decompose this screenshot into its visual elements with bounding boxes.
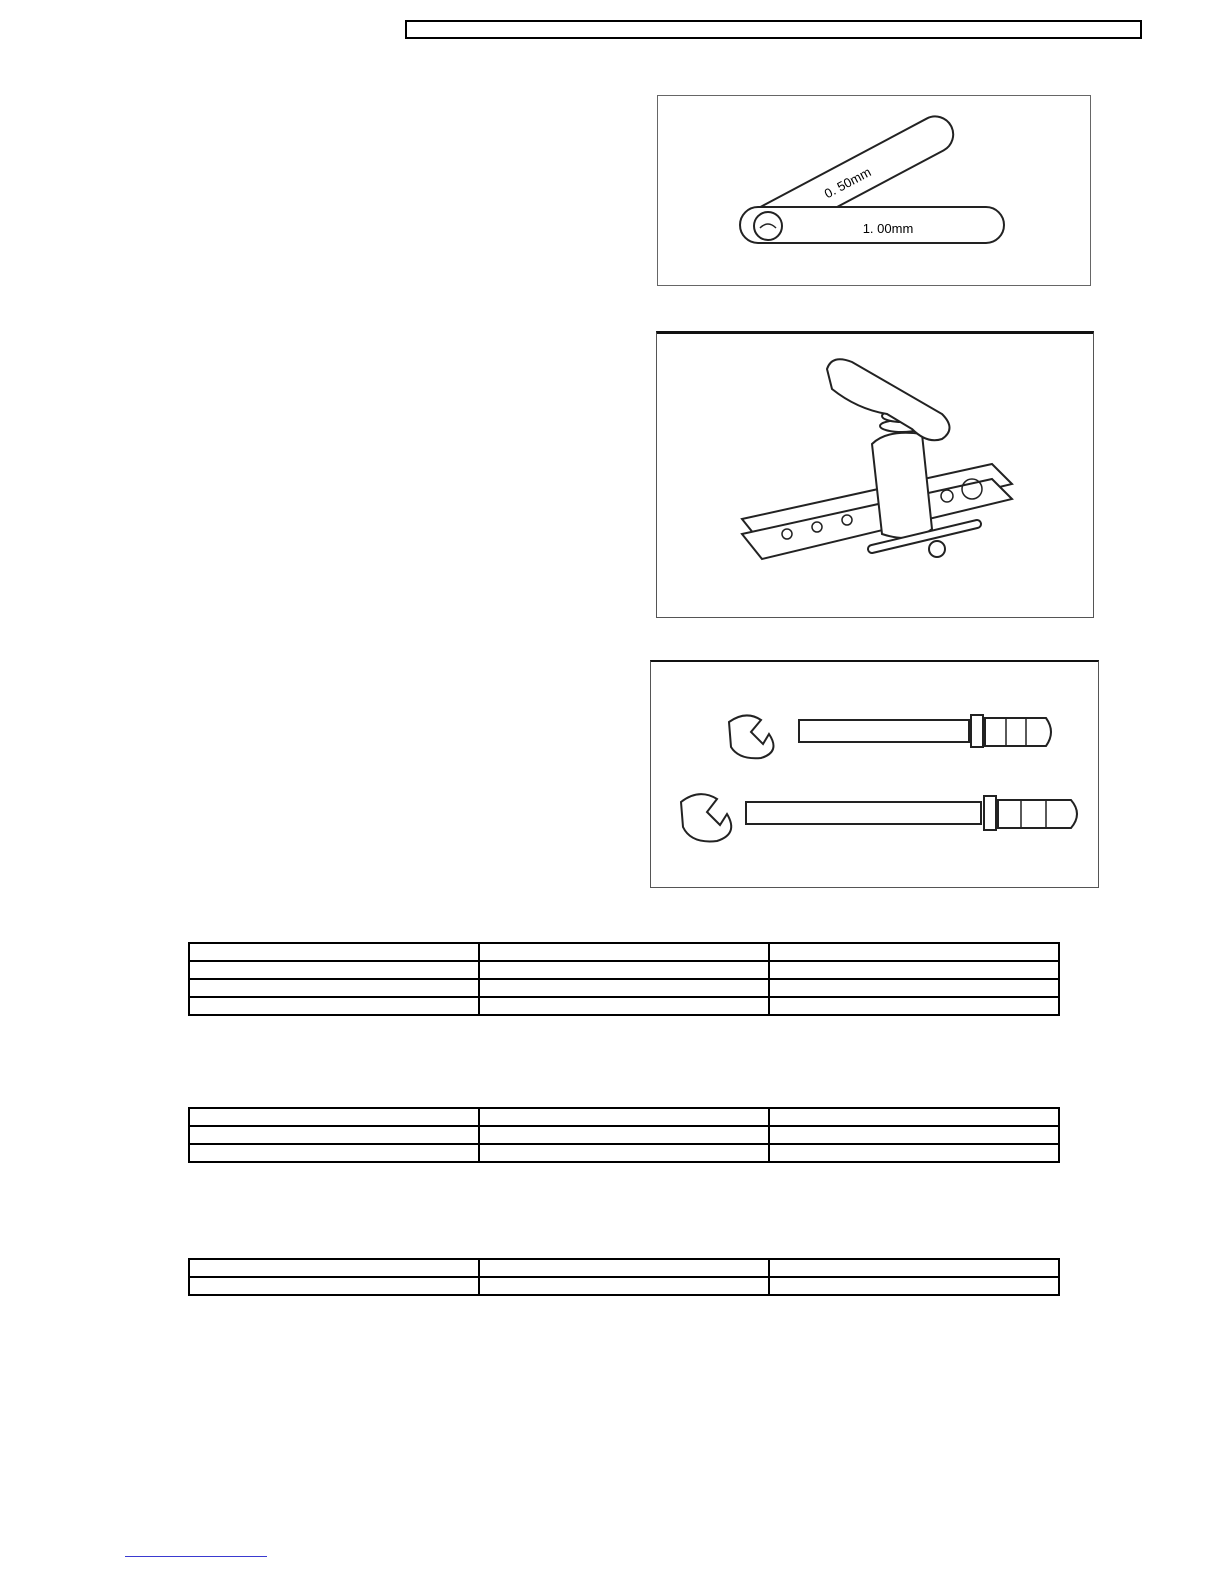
table-cell (189, 1277, 479, 1295)
table-cell (189, 961, 479, 979)
flaring-tool-figure (656, 331, 1094, 618)
table-cell (189, 1144, 479, 1162)
table-cell (769, 979, 1059, 997)
flaring-tool-icon (657, 334, 1093, 617)
table-row (189, 961, 1059, 979)
table-cell (479, 1126, 769, 1144)
table-cell (189, 979, 479, 997)
thickness-gauge-figure (657, 95, 1091, 286)
table-cell (769, 1277, 1059, 1295)
table-cell (479, 1144, 769, 1162)
table-cell (189, 943, 479, 961)
table-cell (769, 1108, 1059, 1126)
table-cell (479, 943, 769, 961)
spec-table-1 (188, 942, 1060, 1016)
table-row (189, 979, 1059, 997)
table-cell (479, 1108, 769, 1126)
table-row (189, 1144, 1059, 1162)
table-cell (479, 979, 769, 997)
table-row (189, 997, 1059, 1015)
table-cell (189, 1108, 479, 1126)
table-cell (769, 1144, 1059, 1162)
table-cell (769, 1126, 1059, 1144)
spec-table-3 (188, 1258, 1060, 1296)
table-cell (189, 1126, 479, 1144)
table-row (189, 1108, 1059, 1126)
table-cell (189, 997, 479, 1015)
table-row (189, 1126, 1059, 1144)
blade-top-label: 0. 50mm (821, 164, 874, 202)
spec-table-2 (188, 1107, 1060, 1163)
table-cell (769, 961, 1059, 979)
thickness-gauge-icon (658, 96, 1090, 285)
torque-wrench-icon (651, 662, 1098, 887)
table-row (189, 943, 1059, 961)
table-cell (479, 997, 769, 1015)
table-cell (769, 943, 1059, 961)
table-cell (769, 1259, 1059, 1277)
table-row (189, 1259, 1059, 1277)
table-cell (479, 1277, 769, 1295)
blade-bottom-label: 1. 00mm (862, 221, 914, 236)
header-bar (405, 20, 1142, 39)
table-cell (479, 1259, 769, 1277)
torque-wrench-figure (650, 660, 1099, 888)
table-cell (189, 1259, 479, 1277)
table-cell (479, 961, 769, 979)
footer-link[interactable] (125, 1556, 267, 1557)
table-cell (769, 997, 1059, 1015)
table-row (189, 1277, 1059, 1295)
